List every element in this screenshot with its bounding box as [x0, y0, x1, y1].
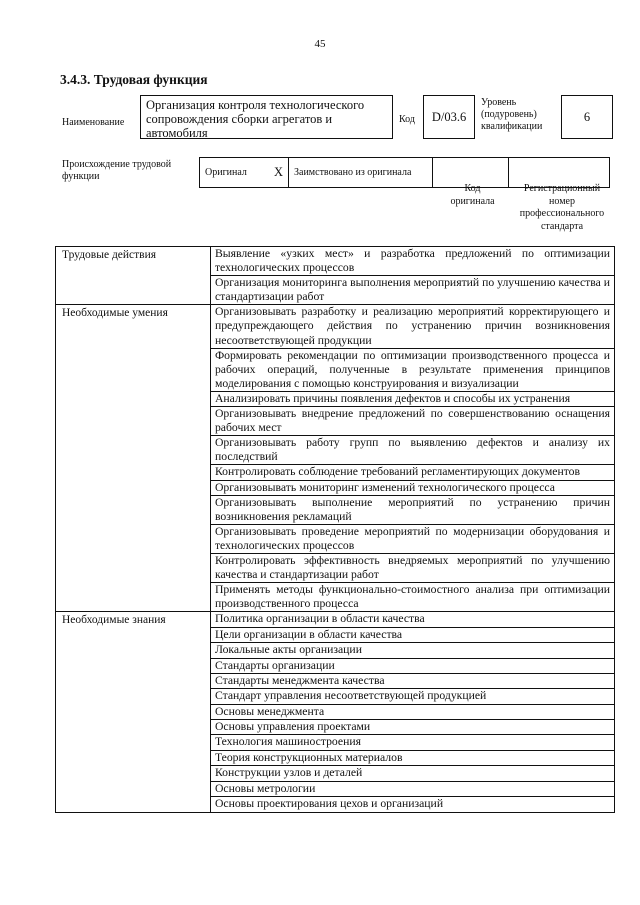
origin-label: Происхождение трудовой функции	[62, 159, 172, 182]
level-value-box: 6	[561, 95, 613, 139]
table-row-required-knowledge	[56, 612, 615, 813]
name-label: Наименование	[62, 117, 125, 128]
list-item: Стандарт управления несоответствующей продукцией	[211, 689, 614, 704]
section-head-labor-actions: Трудовые действия	[56, 247, 211, 305]
borrowed-cell: Заимствовано из оригинала	[288, 157, 433, 188]
list-item: Основы управления проектами	[211, 720, 614, 735]
list-item: Стандарты менеджмента качества	[211, 674, 614, 689]
original-cell	[199, 157, 289, 188]
section-items-labor-actions	[210, 247, 614, 305]
list-item: Выявление «узких мест» и разработка предложений по оптимизации технологических процессов	[211, 247, 614, 276]
list-item: Формировать рекомендации по оптимизации производственного процесса и рабочих операций, полученные в результате применения принципов моделирования с помощью конструирования и визуализации	[211, 349, 614, 392]
list-item: Организовывать выполнение мероприятий по устранению причин возникновения рекламаций	[211, 496, 614, 525]
section-head-required-skills: Необходимые умения	[56, 305, 211, 612]
origin-code-caption: Код оригинала	[450, 183, 495, 207]
list-item: Применять методы функционально-стоимостного анализа при оптимизации производственного процесса	[214, 583, 610, 611]
list-item: Контролировать соблюдение требований регламентирующих документов	[211, 465, 614, 480]
section-head-required-knowledge: Необходимые знания	[56, 612, 211, 813]
list-item: Теория конструкционных материалов	[211, 751, 614, 766]
list-item: Организовывать работу групп по выявлению дефектов и анализу их последствий	[211, 436, 614, 465]
section-title: 3.4.3. Трудовая функция	[60, 72, 208, 87]
list-item: Основы менеджмента	[211, 705, 614, 720]
list-item: Политика организации в области качества	[211, 612, 614, 627]
list-item: Конструкции узлов и деталей	[211, 766, 614, 781]
list-item: Основы метрологии	[211, 782, 614, 797]
section-items-required-knowledge	[210, 612, 614, 813]
page-number: 45	[314, 38, 326, 50]
list-item: Технология машиностроения	[211, 735, 614, 750]
list-item: Организовывать мониторинг изменений технологического процесса	[211, 481, 614, 496]
list-item: Организовывать внедрение предложений по совершенствованию оснащения рабочих мест	[211, 407, 614, 436]
code-label: Код	[399, 114, 415, 125]
original-label: Оригинал	[205, 167, 247, 178]
section-items-required-skills	[210, 305, 614, 612]
code-value-box: D/03.6	[423, 95, 475, 139]
list-item: Цели организации в области качества	[211, 628, 614, 643]
list-item: Анализировать причины появления дефектов и способы их устранения	[211, 392, 614, 407]
registration-number-caption: Регистрационный номер профессионального стандарта	[519, 183, 605, 232]
competency-table	[55, 246, 615, 813]
function-name-box: Организация контроля технологического сопровождения сборки агрегатов и автомобиля	[140, 95, 393, 139]
list-item: Контролировать эффективность внедряемых мероприятий по улучшению качества и стандартизации работ	[211, 554, 614, 583]
list-item: Организация мониторинга выполнения мероприятий по улучшению качества и стандартизации работ	[214, 276, 610, 304]
original-mark: X	[273, 165, 283, 179]
list-item: Локальные акты организации	[211, 643, 614, 658]
level-label: Уровень (подуровень) квалификации	[481, 97, 543, 132]
list-item: Организовывать разработку и реализацию мероприятий корректирующего и предупреждающего действия по устранению причин возникновения несоответствующей продукции	[211, 305, 614, 348]
list-item: Организовывать проведение мероприятий по модернизации оборудования и технологических процессов	[211, 525, 614, 554]
table-row-required-skills	[56, 305, 615, 612]
list-item: Стандарты организации	[211, 659, 614, 674]
list-item: Основы проектирования цехов и организаций	[214, 797, 444, 811]
table-row-labor-actions	[56, 247, 615, 305]
